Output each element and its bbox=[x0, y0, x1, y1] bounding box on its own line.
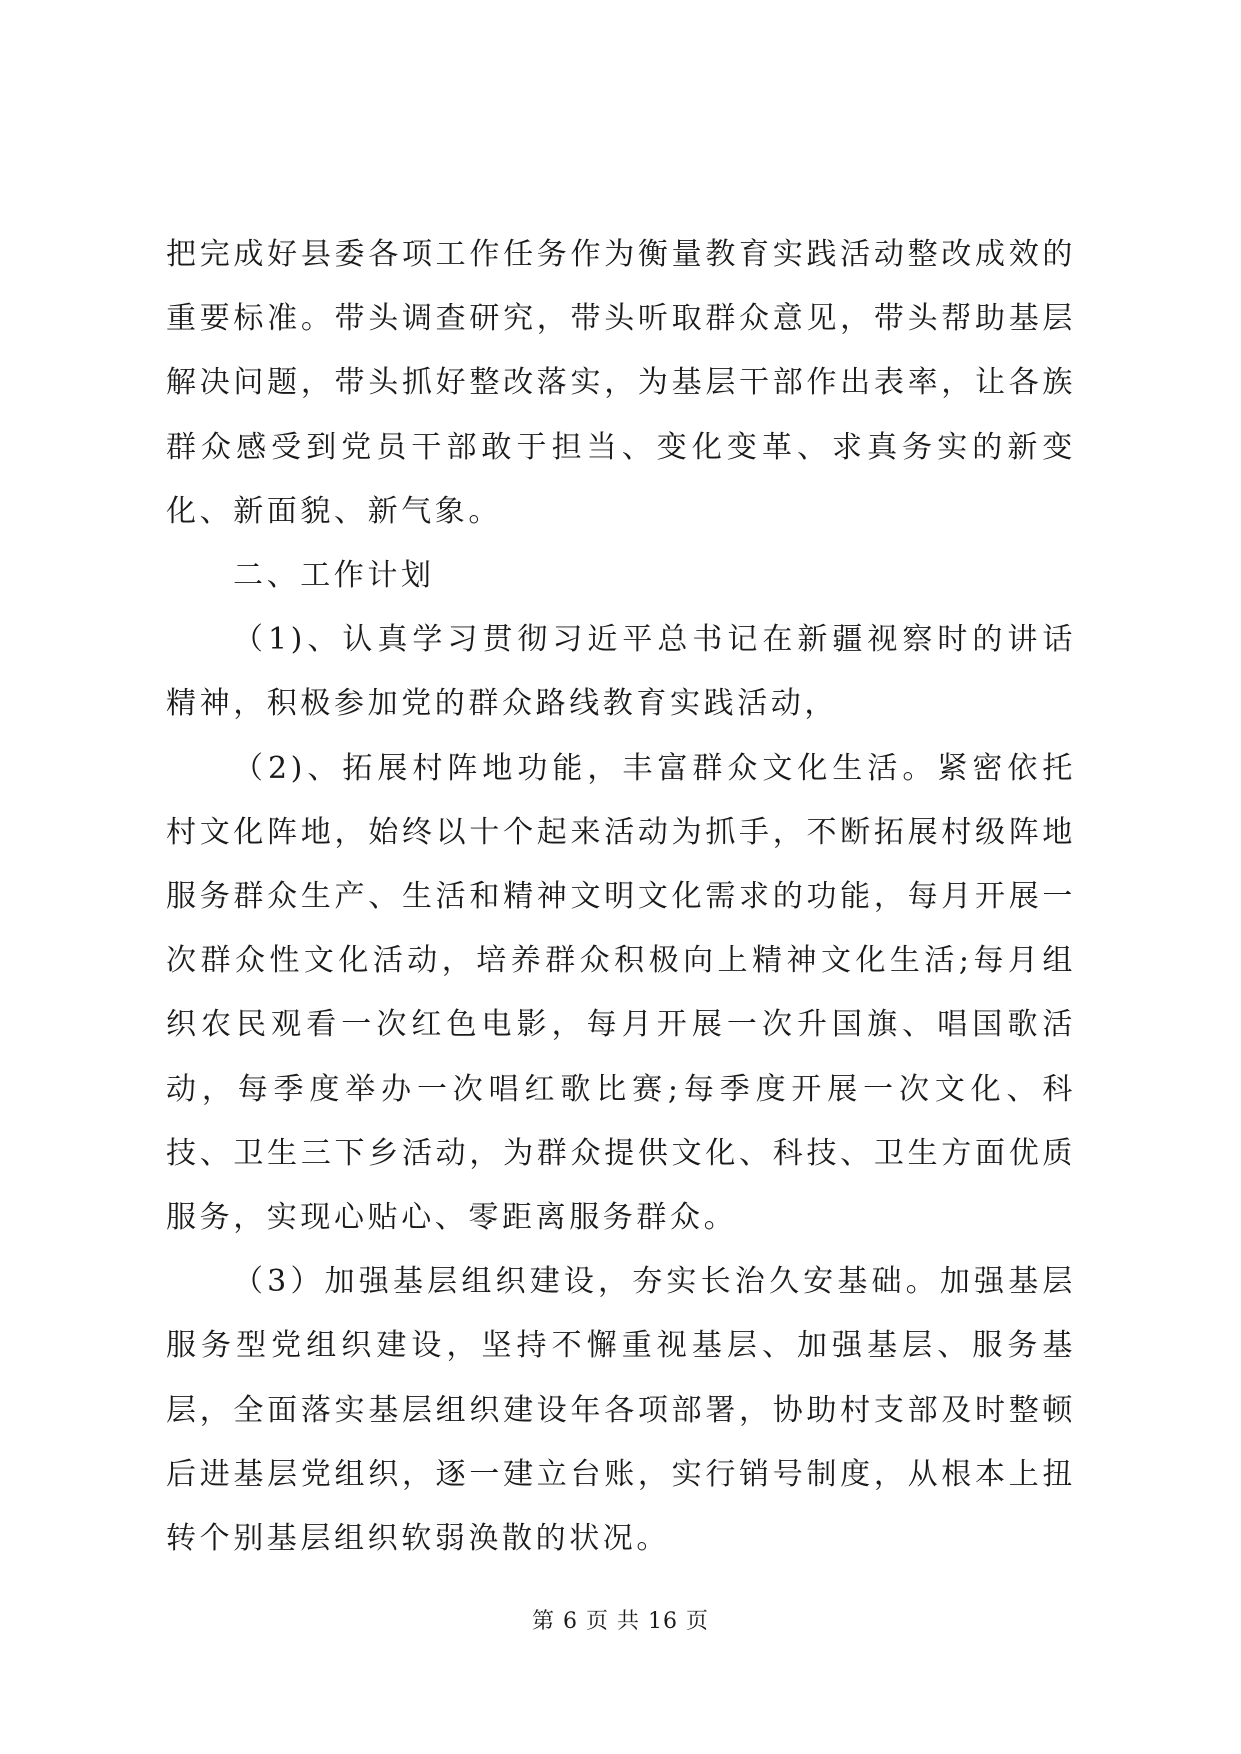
page-number-footer: 第 6 页 共 16 页 bbox=[532, 1609, 709, 1634]
document-body bbox=[166, 223, 1076, 1571]
paragraph-item-2: （2)、拓展村阵地功能，丰富群众文化生活。紧密依托村文化阵地，始终以十个起来活动为抓手，不断拓展村级阵地服务群众生产、生活和精神文明文化需求的功能，每月开展一次群众性文化活动，培养群众积极向上精神文化生活;每月组织农民观看一次红色电影，每月开展一次升国旗、唱国歌活动，每季度举办一次唱红歌比赛;每季度开展一次文化、科技、卫生三下乡活动，为群众提供文化、科技、卫生方面优质服务，实现心贴心、零距离服务群众。 bbox=[166, 750, 1076, 1236]
paragraph-continuation: 把完成好县委各项工作任务作为衡量教育实践活动整改成效的重要标准。带头调查研究，带头听取群众意见，带头帮助基层解决问题，带头抓好整改落实，为基层干部作出表率，让各族群众感受到党员干部敢于担当、变化变革、求真务实的新变化、新面貌、新气象。 bbox=[166, 237, 1076, 529]
section-heading-work-plan: 二、工作计划 bbox=[233, 558, 435, 594]
paragraph-item-3: （3）加强基层组织建设，夯实长治久安基础。加强基层服务型党组织建设，坚持不懈重视基层、加强基层、服务基层，全面落实基层组织建设年各项部署，协助村支部及时整顿后进基层党组织，逐一建立台账，实行销号制度，从根本上扭转个别基层组织软弱涣散的状况。 bbox=[166, 1264, 1076, 1557]
paragraph-item-1: （1)、认真学习贯彻习近平总书记在新疆视察时的讲话精神，积极参加党的群众路线教育实践活动， bbox=[166, 622, 1076, 722]
